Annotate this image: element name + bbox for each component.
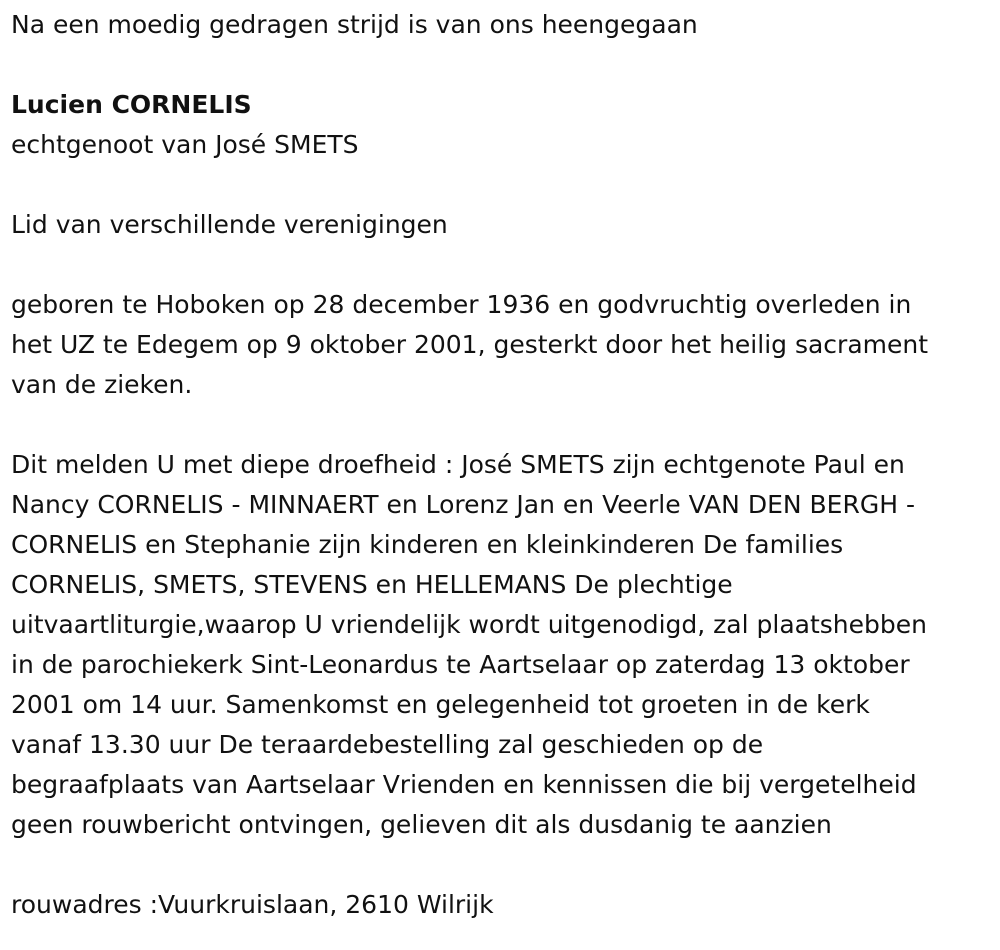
paragraph-line: uitvaartliturgie,waarop U vriendelijk wordt uitgenodigd, zal plaatshebben — [11, 610, 927, 639]
paragraph-line: CORNELIS, SMETS, STEVENS en HELLEMANS De plechtige — [11, 570, 733, 599]
membership-line: Lid van verschillende verenigingen — [11, 210, 448, 239]
paragraph-line: Nancy CORNELIS - MINNAERT en Lorenz Jan en Veerle VAN DEN BERGH - — [11, 490, 915, 519]
paragraph-line: Dit melden U met diepe droefheid : José SMETS zijn echtgenote Paul en — [11, 450, 905, 479]
spacer — [11, 845, 1000, 885]
paragraph-line: geen rouwbericht ontvingen, gelieven dit als dusdanig te aanzien — [11, 810, 832, 839]
paragraph-line: begraafplaats van Aartselaar Vrienden en kennissen die bij vergetelheid — [11, 770, 917, 799]
spacer — [11, 245, 1000, 285]
spacer — [11, 405, 1000, 445]
spacer — [11, 45, 1000, 85]
paragraph-line: het UZ te Edegem op 9 oktober 2001, gesterkt door het heilig sacrament — [11, 330, 929, 359]
spouse-line: echtgenoot van José SMETS — [11, 130, 359, 159]
mourning-address: rouwadres :Vuurkruislaan, 2610 Wilrijk — [11, 890, 494, 919]
paragraph-line: 2001 om 14 uur. Samenkomst en gelegenheid tot groeten in de kerk — [11, 690, 870, 719]
spacer — [11, 165, 1000, 205]
paragraph-line: vanaf 13.30 uur De teraardebestelling zal geschieden op de — [11, 730, 764, 759]
deceased-name: Lucien CORNELIS — [11, 90, 252, 119]
paragraph-line: geboren te Hoboken op 28 december 1936 en godvruchtig overleden in — [11, 290, 912, 319]
birth-death-paragraph — [11, 285, 1000, 405]
announcement-paragraph — [11, 445, 1000, 845]
intro-line: Na een moedig gedragen strijd is van ons heengegaan — [11, 10, 698, 39]
paragraph-line: van de zieken. — [11, 370, 193, 399]
paragraph-line: in de parochiekerk Sint-Leonardus te Aartselaar op zaterdag 13 oktober — [11, 650, 910, 679]
paragraph-line: CORNELIS en Stephanie zijn kinderen en kleinkinderen De families — [11, 530, 844, 559]
